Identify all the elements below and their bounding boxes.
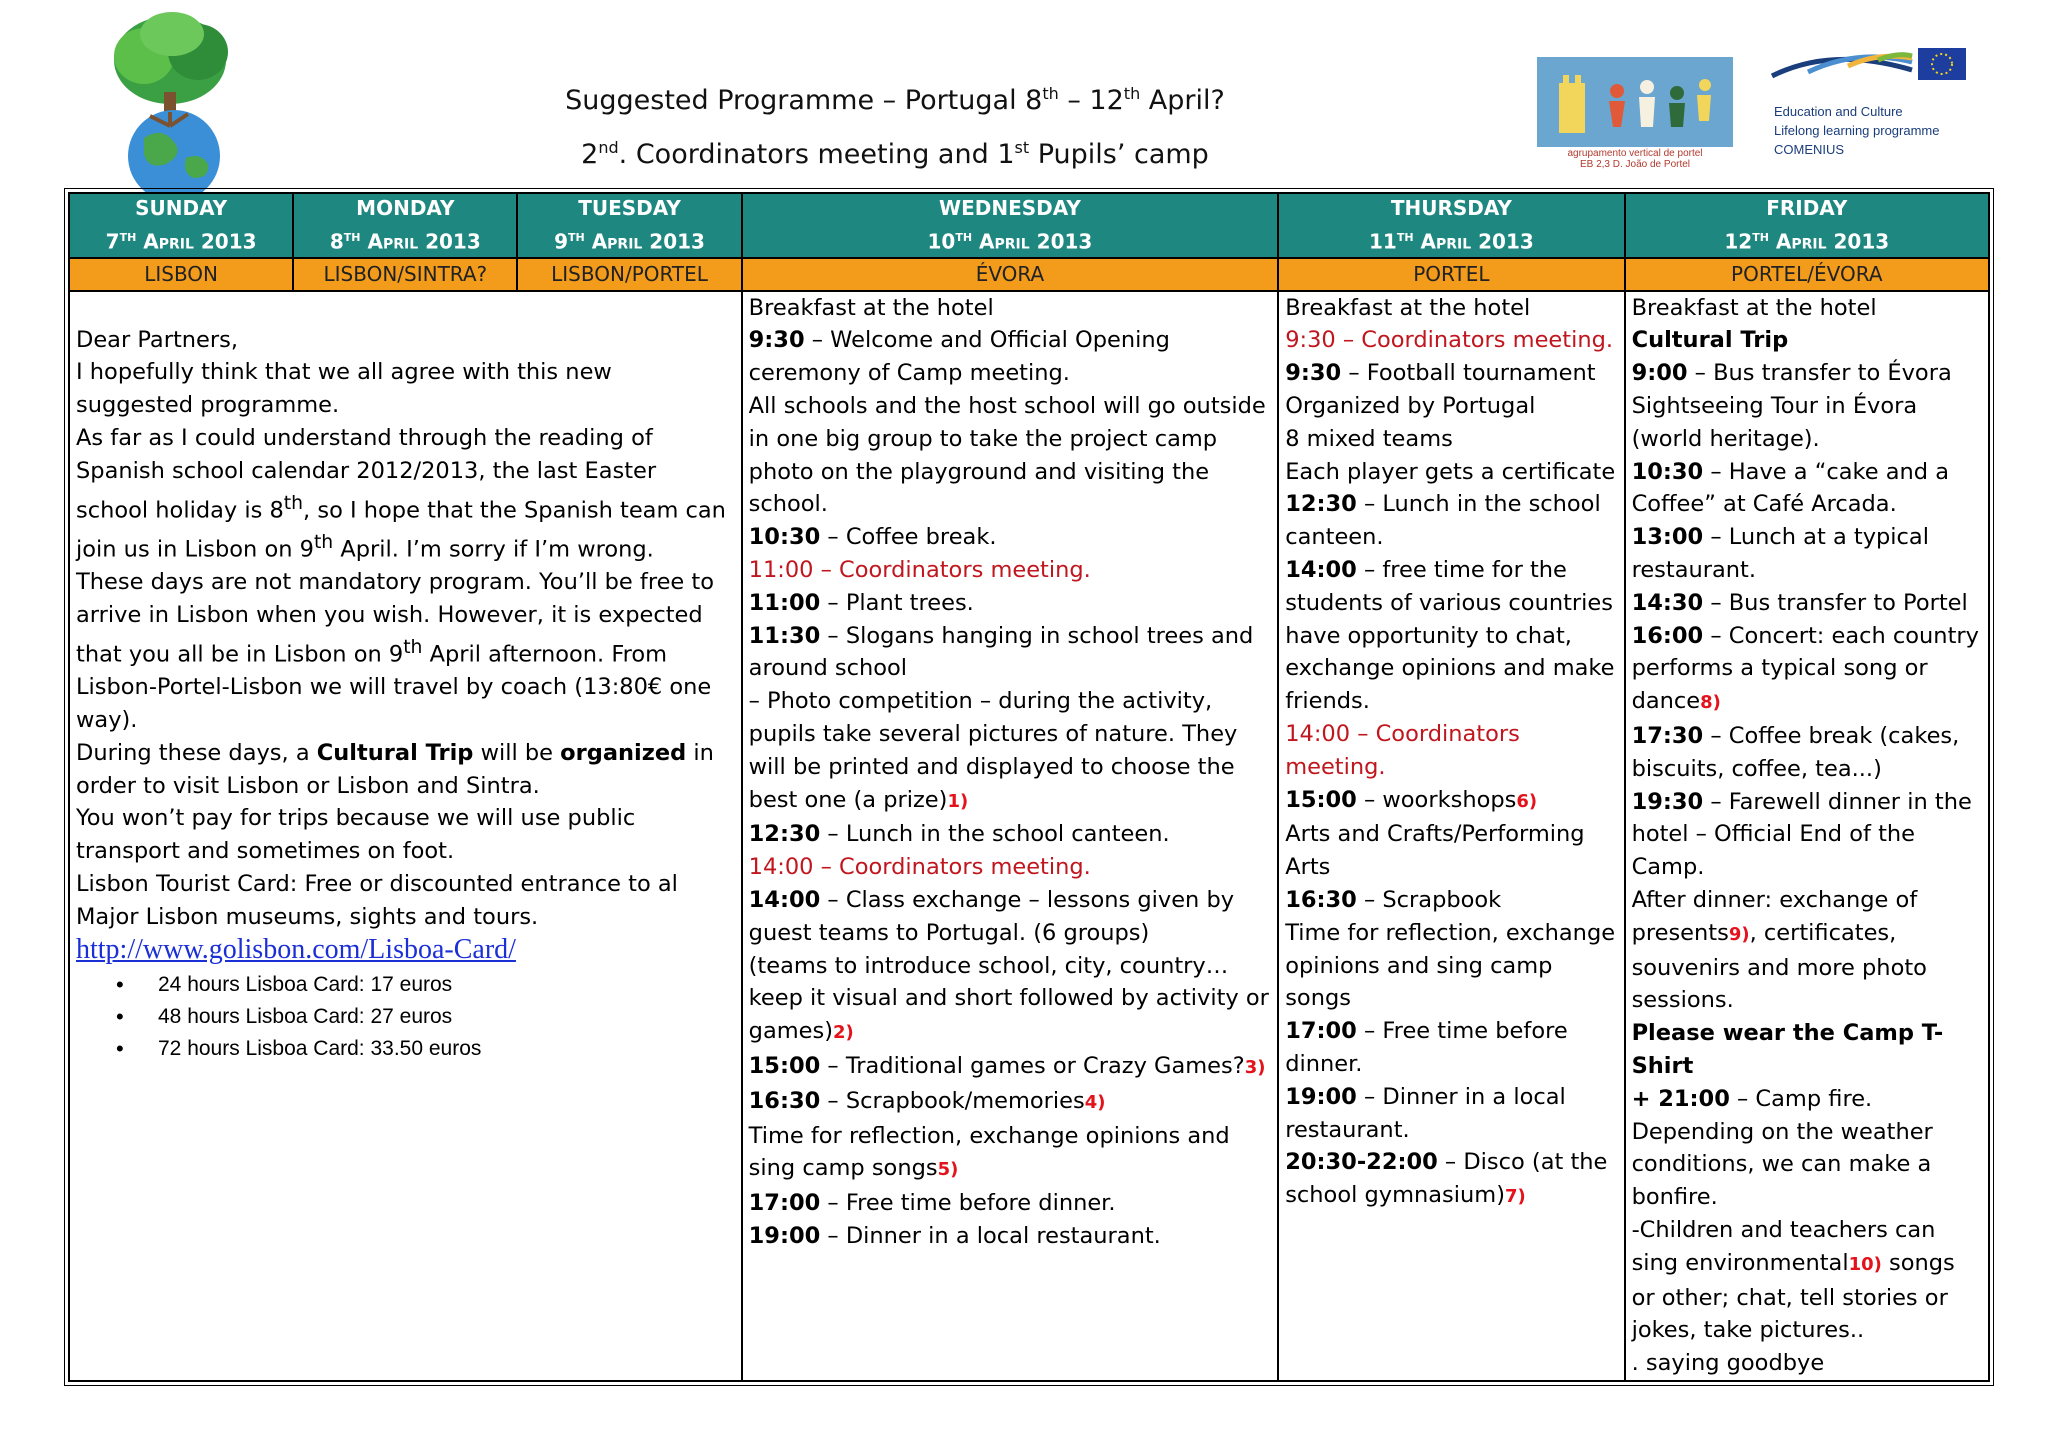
- wed-l11-time: 14:00: [748, 887, 821, 913]
- thu-l16: [1285, 1146, 1617, 1214]
- day-name: THURSDAY: [1390, 196, 1512, 220]
- thu-l15-text: – Dinner in a local restaurant.: [1285, 1083, 1566, 1143]
- intro-greeting: Dear Partners,: [76, 326, 239, 353]
- day-num: 11: [1368, 229, 1397, 254]
- wed-l8: [749, 685, 1272, 818]
- title-line2-suffix: Pupils’ camp: [1029, 139, 1209, 170]
- title-line1-prefix: Suggested Programme – Portugal 8: [565, 85, 1043, 116]
- wed-l3: All schools and the host school will go outside in one big group to take the project camp photo on the playground and visiting the school.: [748, 393, 1266, 518]
- footnote-mark: 8): [1700, 692, 1721, 714]
- wed-l7-time: 11:30: [748, 622, 821, 649]
- fri-l15: [1632, 1214, 1982, 1347]
- day-month: April 2013: [972, 229, 1093, 254]
- day-month: April 2013: [360, 229, 481, 254]
- programme-table: [68, 192, 1990, 1382]
- intro-p2c: April. I’m sorry if I’m wrong.: [333, 536, 654, 563]
- day-name: MONDAY: [356, 196, 455, 220]
- intro-p5: You won’t pay for trips because we will use public transport and sometimes on foot.: [76, 805, 636, 865]
- day-sup: TH: [1752, 231, 1769, 244]
- intro-p4d: organized: [560, 739, 687, 766]
- wed-l11-text: – Class exchange – lessons given by guest teams to Portugal. (6 groups): [748, 887, 1235, 946]
- day-header-monday: [293, 193, 517, 258]
- day-name: WEDNESDAY: [939, 196, 1081, 220]
- city-row: [69, 258, 1989, 291]
- fri-l15b-text: songs or other; chat, tell stories or jokes, take pictures..: [1631, 1249, 1955, 1344]
- day-date: [1626, 223, 1988, 257]
- fri-l3-text: – Bus transfer to Évora: [1687, 360, 1952, 387]
- fri-l9: [1632, 720, 1982, 786]
- wed-l10: 14:00 – Coordinators meeting.: [748, 854, 1091, 881]
- fri-l13-time: + 21:00: [1631, 1085, 1730, 1112]
- fri-l9-text: – Coffee break (cakes, biscuits, coffee, tea...): [1631, 723, 1960, 782]
- fri-l7-text: – Bus transfer to Portel: [1703, 589, 1968, 616]
- list-item: • 48 hours Lisboa Card: 27 euros: [158, 1001, 735, 1033]
- eu-line-1: Education and Culture: [1774, 104, 1903, 119]
- page-subtitle: [0, 138, 1790, 170]
- day-date: [1279, 223, 1623, 257]
- thu-l1: Breakfast at the hotel: [1285, 294, 1531, 321]
- city-friday: PORTEL/ÉVORA: [1625, 258, 1989, 291]
- fri-l13-text: – Camp fire.: [1729, 1085, 1873, 1112]
- day-month: April 2013: [1413, 229, 1534, 254]
- day-month: April 2013: [136, 229, 257, 254]
- fri-l5-text: – Have a “cake and a Coffee” at Café Arcada.: [1631, 458, 1950, 518]
- intro-p3: [76, 566, 735, 736]
- fri-l14: Depending on the weather conditions, we can make a bonfire.: [1631, 1118, 1933, 1211]
- thu-l7-time: 12:30: [1285, 491, 1357, 518]
- day-date: [70, 223, 292, 257]
- wed-l1: Breakfast at the hotel: [748, 294, 994, 321]
- wed-l6-time: 11:00: [748, 589, 821, 616]
- intro-p3b: April afternoon. From Lisbon-Portel-Lisbon we will travel by coach (13:80€ one way).: [76, 641, 712, 733]
- fri-l9-time: 17:30: [1631, 723, 1704, 750]
- thu-l15-time: 19:00: [1285, 1083, 1357, 1110]
- city-thursday: PORTEL: [1278, 258, 1624, 291]
- title-line2-mid: . Coordinators meeting and 1: [618, 139, 1015, 170]
- intro-p1: I hopefully think that we all agree with this new suggested programme.: [76, 359, 612, 419]
- wed-l15-text: Time for reflection, exchange opinions and sing camp songs: [748, 1122, 1230, 1182]
- fri-l3: [1632, 357, 1982, 390]
- fri-l13: [1632, 1083, 1982, 1116]
- wed-l9-time: 12:30: [748, 821, 821, 848]
- intro-p2b: , so I hope that the Spanish team can join us in Lisbon on 9: [76, 497, 726, 563]
- wed-l8-text: – Photo competition – during the activity, pupils take several pictures of nature. They will be printed and displayed to choose the best one (a prize): [748, 688, 1238, 813]
- footnote-mark: 6): [1516, 790, 1538, 812]
- footnote-mark: 4): [1084, 1091, 1106, 1113]
- day-name: TUESDAY: [578, 196, 681, 220]
- intro-p2a: As far as I could understand through the reading of Spanish school calendar 2012/2013, the last Easter school holiday is 8: [76, 425, 657, 524]
- fri-l8-time: 16:00: [1631, 622, 1704, 649]
- fri-l11-text: After dinner: exchange of presents: [1631, 887, 1918, 946]
- day-num: 10: [927, 229, 956, 254]
- wed-l9-text: – Lunch in the school canteen.: [820, 821, 1170, 848]
- thu-l8: [1285, 554, 1617, 718]
- title-line2-sup2: st: [1014, 138, 1030, 157]
- city-wednesday: ÉVORA: [742, 258, 1279, 291]
- programme-body-row: [69, 291, 1989, 1381]
- wed-l4-text: – Coffee break.: [820, 524, 997, 551]
- eu-programme-text: [1774, 102, 1939, 159]
- wed-l16-text: – Free time before dinner.: [820, 1190, 1116, 1217]
- thu-l5: 8 mixed teams: [1285, 425, 1453, 452]
- wed-l5: 11:00 – Coordinators meeting.: [748, 557, 1091, 584]
- thu-l14-text: – Free time before dinner.: [1285, 1018, 1568, 1077]
- day-sup: TH: [568, 231, 585, 244]
- footnote-mark: 3): [1244, 1056, 1266, 1078]
- wed-l15: [749, 1120, 1272, 1188]
- fri-l15-text: -Children and teachers can sing environmental: [1631, 1216, 1936, 1276]
- wed-l14: [749, 1085, 1272, 1120]
- day-header-tuesday: [517, 193, 741, 258]
- fri-l3-time: 9:00: [1631, 360, 1688, 387]
- wed-l2-time: 9:30: [748, 327, 805, 354]
- wed-l13-time: 15:00: [748, 1052, 821, 1079]
- city-sunday: LISBON: [69, 258, 293, 291]
- thu-l2: 9:30 – Coordinators meeting.: [1285, 327, 1614, 354]
- intro-p4c: will be: [473, 739, 561, 766]
- thu-l10-text: – woorkshops: [1356, 786, 1517, 813]
- wed-l16-time: 17:00: [748, 1190, 821, 1217]
- wed-l13: [749, 1050, 1272, 1085]
- thu-l12: [1285, 884, 1617, 917]
- thu-l3: [1285, 357, 1617, 390]
- fri-l5-time: 10:30: [1631, 458, 1704, 485]
- eu-line-2: Lifelong learning programme: [1774, 123, 1940, 138]
- footnote-mark: 1): [947, 790, 969, 812]
- school-caption-line1: agrupamento vertical de portel: [1567, 148, 1703, 159]
- page-title: [0, 84, 1790, 116]
- thursday-programme: [1278, 291, 1624, 1381]
- thu-l8-time: 14:00: [1285, 557, 1357, 584]
- thu-l3-text: – Football tournament: [1341, 360, 1596, 387]
- thu-l3-time: 9:30: [1285, 360, 1342, 387]
- thu-l13: Time for reflection, exchange opinions and sing camp songs: [1285, 919, 1616, 1012]
- friday-programme: [1625, 291, 1989, 1381]
- wed-l14-text: – Scrapbook/memories: [820, 1087, 1085, 1114]
- wed-l4-time: 10:30: [748, 524, 821, 551]
- day-header-row: [69, 193, 1989, 258]
- wed-l14-time: 16:30: [748, 1087, 821, 1114]
- footnote-mark: 5): [937, 1159, 959, 1181]
- day-num: 12: [1724, 229, 1753, 254]
- day-num: 9: [554, 229, 569, 254]
- thu-l12-text: – Scrapbook: [1356, 887, 1502, 913]
- intro-p2: [76, 422, 735, 566]
- title-line1-sup2: th: [1123, 84, 1141, 103]
- list-item: • 72 hours Lisboa Card: 33.50 euros: [158, 1033, 735, 1065]
- wed-l12: [749, 950, 1272, 1050]
- thu-l10-time: 15:00: [1285, 786, 1357, 813]
- eu-line-3: COMENIUS: [1774, 142, 1845, 157]
- fri-l10-text: – Farewell dinner in the hotel – Official End of the Camp.: [1631, 788, 1972, 881]
- wed-l2-text: – Welcome and Official Opening ceremony of Camp meeting.: [748, 327, 1170, 387]
- wed-l2: [749, 324, 1272, 390]
- thu-l12-time: 16:30: [1285, 887, 1357, 913]
- thu-l11: Arts and Crafts/Performing Arts: [1285, 821, 1585, 881]
- intro-p2sup: th: [283, 492, 304, 514]
- wed-l17-time: 19:00: [748, 1222, 821, 1249]
- thu-l7-text: – Lunch in the school canteen.: [1285, 491, 1601, 551]
- day-header-friday: [1625, 193, 1989, 258]
- day-header-wednesday: [742, 193, 1279, 258]
- fri-l8: [1632, 620, 1982, 720]
- wed-l9: [749, 818, 1272, 851]
- wed-l4: [749, 521, 1272, 554]
- list-item: • 24 hours Lisboa Card: 17 euros: [158, 969, 735, 1001]
- lisboa-card-link[interactable]: http://www.golisbon.com/Lisboa-Card/: [76, 933, 516, 965]
- fri-l11: [1632, 884, 1982, 1017]
- city-monday: LISBON/SINTRA?: [293, 258, 517, 291]
- intro-p4: [76, 737, 735, 803]
- wed-l7: [749, 620, 1272, 686]
- fri-l6: [1632, 521, 1982, 587]
- fri-l8-text: – Concert: each country performs a typical song or dance: [1631, 622, 1979, 715]
- thu-l7: [1285, 488, 1617, 554]
- thu-l14: [1285, 1015, 1617, 1081]
- fri-l7-time: 14:30: [1631, 589, 1704, 616]
- intro-p2sup2: th: [313, 531, 334, 553]
- thu-l8-text: – free time for the students of various countries have opportunity to chat, exchange opinions and make friends.: [1285, 557, 1615, 715]
- wed-l7-text: – Slogans hanging in school trees and around school: [748, 622, 1254, 682]
- thu-l6: Each player gets a certificate: [1285, 458, 1616, 485]
- wed-l17-text: – Dinner in a local restaurant.: [820, 1222, 1161, 1249]
- title-line1-sup1: th: [1042, 84, 1059, 103]
- title-line2-prefix: 2: [581, 139, 599, 170]
- thu-l9: 14:00 – Coordinators meeting.: [1285, 721, 1520, 780]
- wed-l13-text: – Traditional games or Crazy Games?: [820, 1052, 1245, 1079]
- intro-p3a: These days are not mandatory program. You’ll be free to arrive in Lisbon when you wish. However, it is expected that you all be in Lisbon on 9: [76, 569, 715, 668]
- thu-l14-time: 17:00: [1285, 1018, 1357, 1045]
- city-tuesday: LISBON/PORTEL: [517, 258, 741, 291]
- title-line1-suffix: April?: [1140, 85, 1225, 116]
- fri-l1: Breakfast at the hotel: [1631, 294, 1877, 321]
- fri-l11b-text: , certificates, souvenirs and more photo sessions.: [1631, 919, 1927, 1014]
- thu-l16-time: 20:30-22:00: [1285, 1149, 1438, 1176]
- intro-letter: [69, 291, 742, 1381]
- footnote-mark: 10): [1848, 1253, 1882, 1275]
- day-name: FRIDAY: [1766, 196, 1848, 220]
- title-line1-mid: – 12: [1058, 85, 1124, 116]
- fri-l5: [1632, 456, 1982, 522]
- intro-p4b: Cultural Trip: [316, 739, 474, 766]
- day-header-sunday: [69, 193, 293, 258]
- day-header-thursday: [1278, 193, 1624, 258]
- day-sup: TH: [343, 231, 361, 244]
- thu-l16-text: – Disco (at the school gymnasium): [1285, 1149, 1608, 1209]
- wed-l6: [749, 587, 1272, 620]
- fri-l16: . saying goodbye: [1631, 1350, 1825, 1377]
- intro-p3sup: th: [403, 636, 423, 658]
- fri-l10-time: 19:30: [1631, 788, 1704, 815]
- intro-p4a: During these days, a: [76, 739, 317, 766]
- day-sup: TH: [1396, 231, 1414, 244]
- day-date: [743, 223, 1278, 257]
- day-month: April 2013: [1768, 229, 1890, 254]
- thu-l15: [1285, 1081, 1617, 1147]
- wed-l16: [749, 1187, 1272, 1220]
- fri-l7: [1632, 587, 1982, 620]
- day-sup: TH: [119, 231, 137, 244]
- day-num: 7: [105, 229, 120, 254]
- fri-l2: Cultural Trip: [1631, 327, 1789, 354]
- fri-l6-text: – Lunch at a typical restaurant.: [1631, 524, 1929, 584]
- wed-l17: [749, 1220, 1272, 1253]
- wed-l12-text: (teams to introduce school, city, country… keep it visual and short followed by activity or games): [748, 952, 1269, 1045]
- thu-l10: [1285, 784, 1617, 819]
- day-sup: TH: [955, 231, 973, 244]
- fri-l4: Sightseeing Tour in Évora (world heritage).: [1631, 393, 1918, 452]
- wed-l6-text: – Plant trees.: [820, 589, 974, 616]
- footnote-mark: 2): [833, 1022, 854, 1044]
- day-month: April 2013: [584, 229, 705, 254]
- footnote-mark: 9): [1728, 923, 1750, 945]
- thu-l4: Organized by Portugal: [1285, 393, 1536, 420]
- wednesday-programme: [742, 291, 1279, 1381]
- footnote-mark: 7): [1505, 1186, 1526, 1208]
- fri-l12: Please wear the Camp T-Shirt: [1631, 1020, 1944, 1079]
- day-name: SUNDAY: [135, 196, 228, 220]
- school-caption-line2: EB 2,3 D. João de Portel: [1579, 159, 1691, 170]
- wed-l11: [749, 884, 1272, 950]
- intro-p4e: in order to visit Lisbon or Lisbon and Sintra.: [76, 739, 714, 799]
- lisboa-card-list: [76, 969, 735, 1065]
- title-line2-sup1: nd: [598, 138, 619, 157]
- day-num: 8: [329, 229, 344, 254]
- intro-p6: Lisbon Tourist Card: Free or discounted entrance to al Major Lisbon museums, sights and tours.: [76, 870, 678, 930]
- fri-l10: [1632, 786, 1982, 884]
- fri-l6-time: 13:00: [1631, 524, 1704, 551]
- day-date: [294, 223, 516, 257]
- day-date: [518, 223, 740, 257]
